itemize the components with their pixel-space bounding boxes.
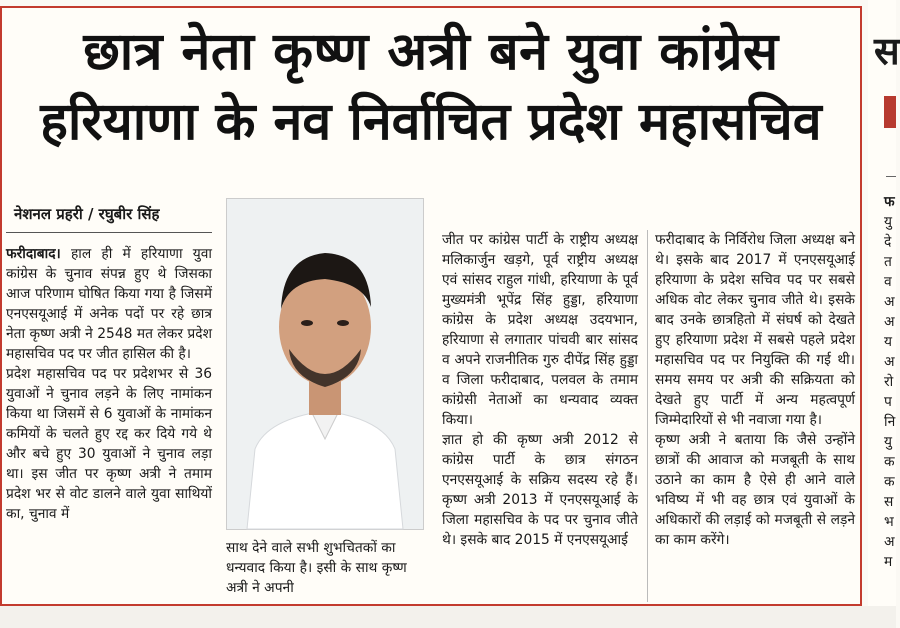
- byline-rule: [6, 232, 212, 233]
- page-margin: [0, 606, 896, 628]
- column-1-para-1: [6, 244, 212, 364]
- photo-caption: साथ देने वाले सभी शुभचितकों का धन्यवाद किया है। इसी के साथ कृष्ण अत्री ने अपनी: [226, 540, 407, 596]
- portrait-photo: [226, 198, 424, 530]
- portrait-illustration: [227, 199, 423, 529]
- adjacent-rule: [886, 176, 896, 177]
- headline-line-2: हरियाणा के नव निर्वाचित प्रदेश महासचिव: [40, 92, 822, 152]
- column-3-para-1: जीत पर कांग्रेस पार्टी के राष्ट्रीय अध्यक्ष मलिकार्जुन खड़गे, पूर्व राष्ट्रीय अध्यक्ष एवं सांसद राहुल गांधी, हरियाणा के पूर्व मुख्यमंत्री भूपेंद्र सिंह हुड्डा, हरियाणा कांग्रेस के प्रदेश अध्यक्ष उदयभान, हरियाणा से लगातार पांचवी बार सांसद व अपने राजनीतिक गुरु दीपेंद्र सिंह हुड्डा व जिला फरीदाबाद, पलवल के तमाम कांग्रेसी नेताओं का धन्यवाद व्यक्त किया।: [442, 232, 638, 428]
- column-1: [6, 244, 212, 604]
- adjacent-letters: यु दे त व अ अ य अ रो प नि यु क क स भ अ म: [884, 214, 896, 570]
- adjacent-red-bar: [884, 96, 896, 128]
- column-4: [655, 230, 855, 604]
- column-divider: [647, 230, 648, 602]
- dateline: फरीदाबाद।: [6, 246, 61, 262]
- headline-line-1: छात्र नेता कृष्ण अत्री बने युवा कांग्रेस: [83, 22, 779, 82]
- byline: नेशनल प्रहरी / रघुबीर सिंह: [14, 205, 160, 223]
- column-1-para-2: प्रदेश महासचिव पद पर प्रदेशभर से 36 युवाओं ने चुनाव लड़ने के लिए नामांकन किया था जिसमें से 6 युवाओं के नामांकन कमियों के चलते हुए रद्द कर दिये गये थे और बचे हुए 30 युवाओं ने चुनाव लड़ा था। इस जीत पर कृष्ण अत्री ने तमाम प्रदेश भर से वोट डालने वाले युवा साथियों का, चुनाव में: [6, 366, 212, 522]
- adjacent-heading: स: [874, 29, 900, 73]
- column-3-para-2: ज्ञात हो की कृष्ण अत्री 2012 से कांग्रेस पार्टी के छात्र संगठन एनएसयूआई के सक्रिय सदस्य रहे हैं। कृष्ण अत्री 2013 में एनएसयूआई के जिला महासचिव के पद पर चुनाव जीते थे। इसके बाद 2015 में एनएसयूआई: [442, 432, 638, 548]
- column-4-para-2: कृष्ण अत्री ने बताया कि जैसे उन्होंने छात्रों की आवाज को मजबूती के साथ उठाने का काम है ऐसे ही आने वाले भविष्य में भी वह छात्र एवं युवाओं के अधिकारों की लड़ाई को मजबूती से लड़ने का काम करेंगे।: [655, 432, 855, 548]
- adjacent-article-strip: [868, 0, 900, 628]
- column-1-para-1-text: हाल ही में हरियाणा युवा कांग्रेस के चुनाव संपन्न हुए थे जिसका आज परिणाम घोषित किया गया है जिसमें एनएसयूआई में अनेक पदों पर रहे छात्र नेता कृष्ण अत्री ने 2548 मत लेकर प्रदेश महासचिव पद पर जीत हासिल की है।: [6, 246, 212, 362]
- column-3: [442, 230, 638, 604]
- column-4-para-1: फरीदाबाद के निर्विरोध जिला अध्यक्ष बने थे। इसके बाद 2017 में एनएसयूआई हरियाणा के प्रदेश सचिव पद पर सबसे अधिक वोट लेकर चुनाव जीते थे। इसके बाद उनके छात्रहितो में संघर्ष को देखते हुए हरियाणा प्रदेश में सबसे पहले प्रदेश महासचिव पद पर नियुक्ति की गई थी। समय समय पर अत्री की सक्रियता को देखते हुए पार्टी में अन्य महत्वपूर्ण जिम्मेदारियों से भी नवाजा गया है।: [655, 232, 855, 428]
- adjacent-text: [884, 192, 898, 572]
- adjacent-lead: फ: [884, 194, 895, 210]
